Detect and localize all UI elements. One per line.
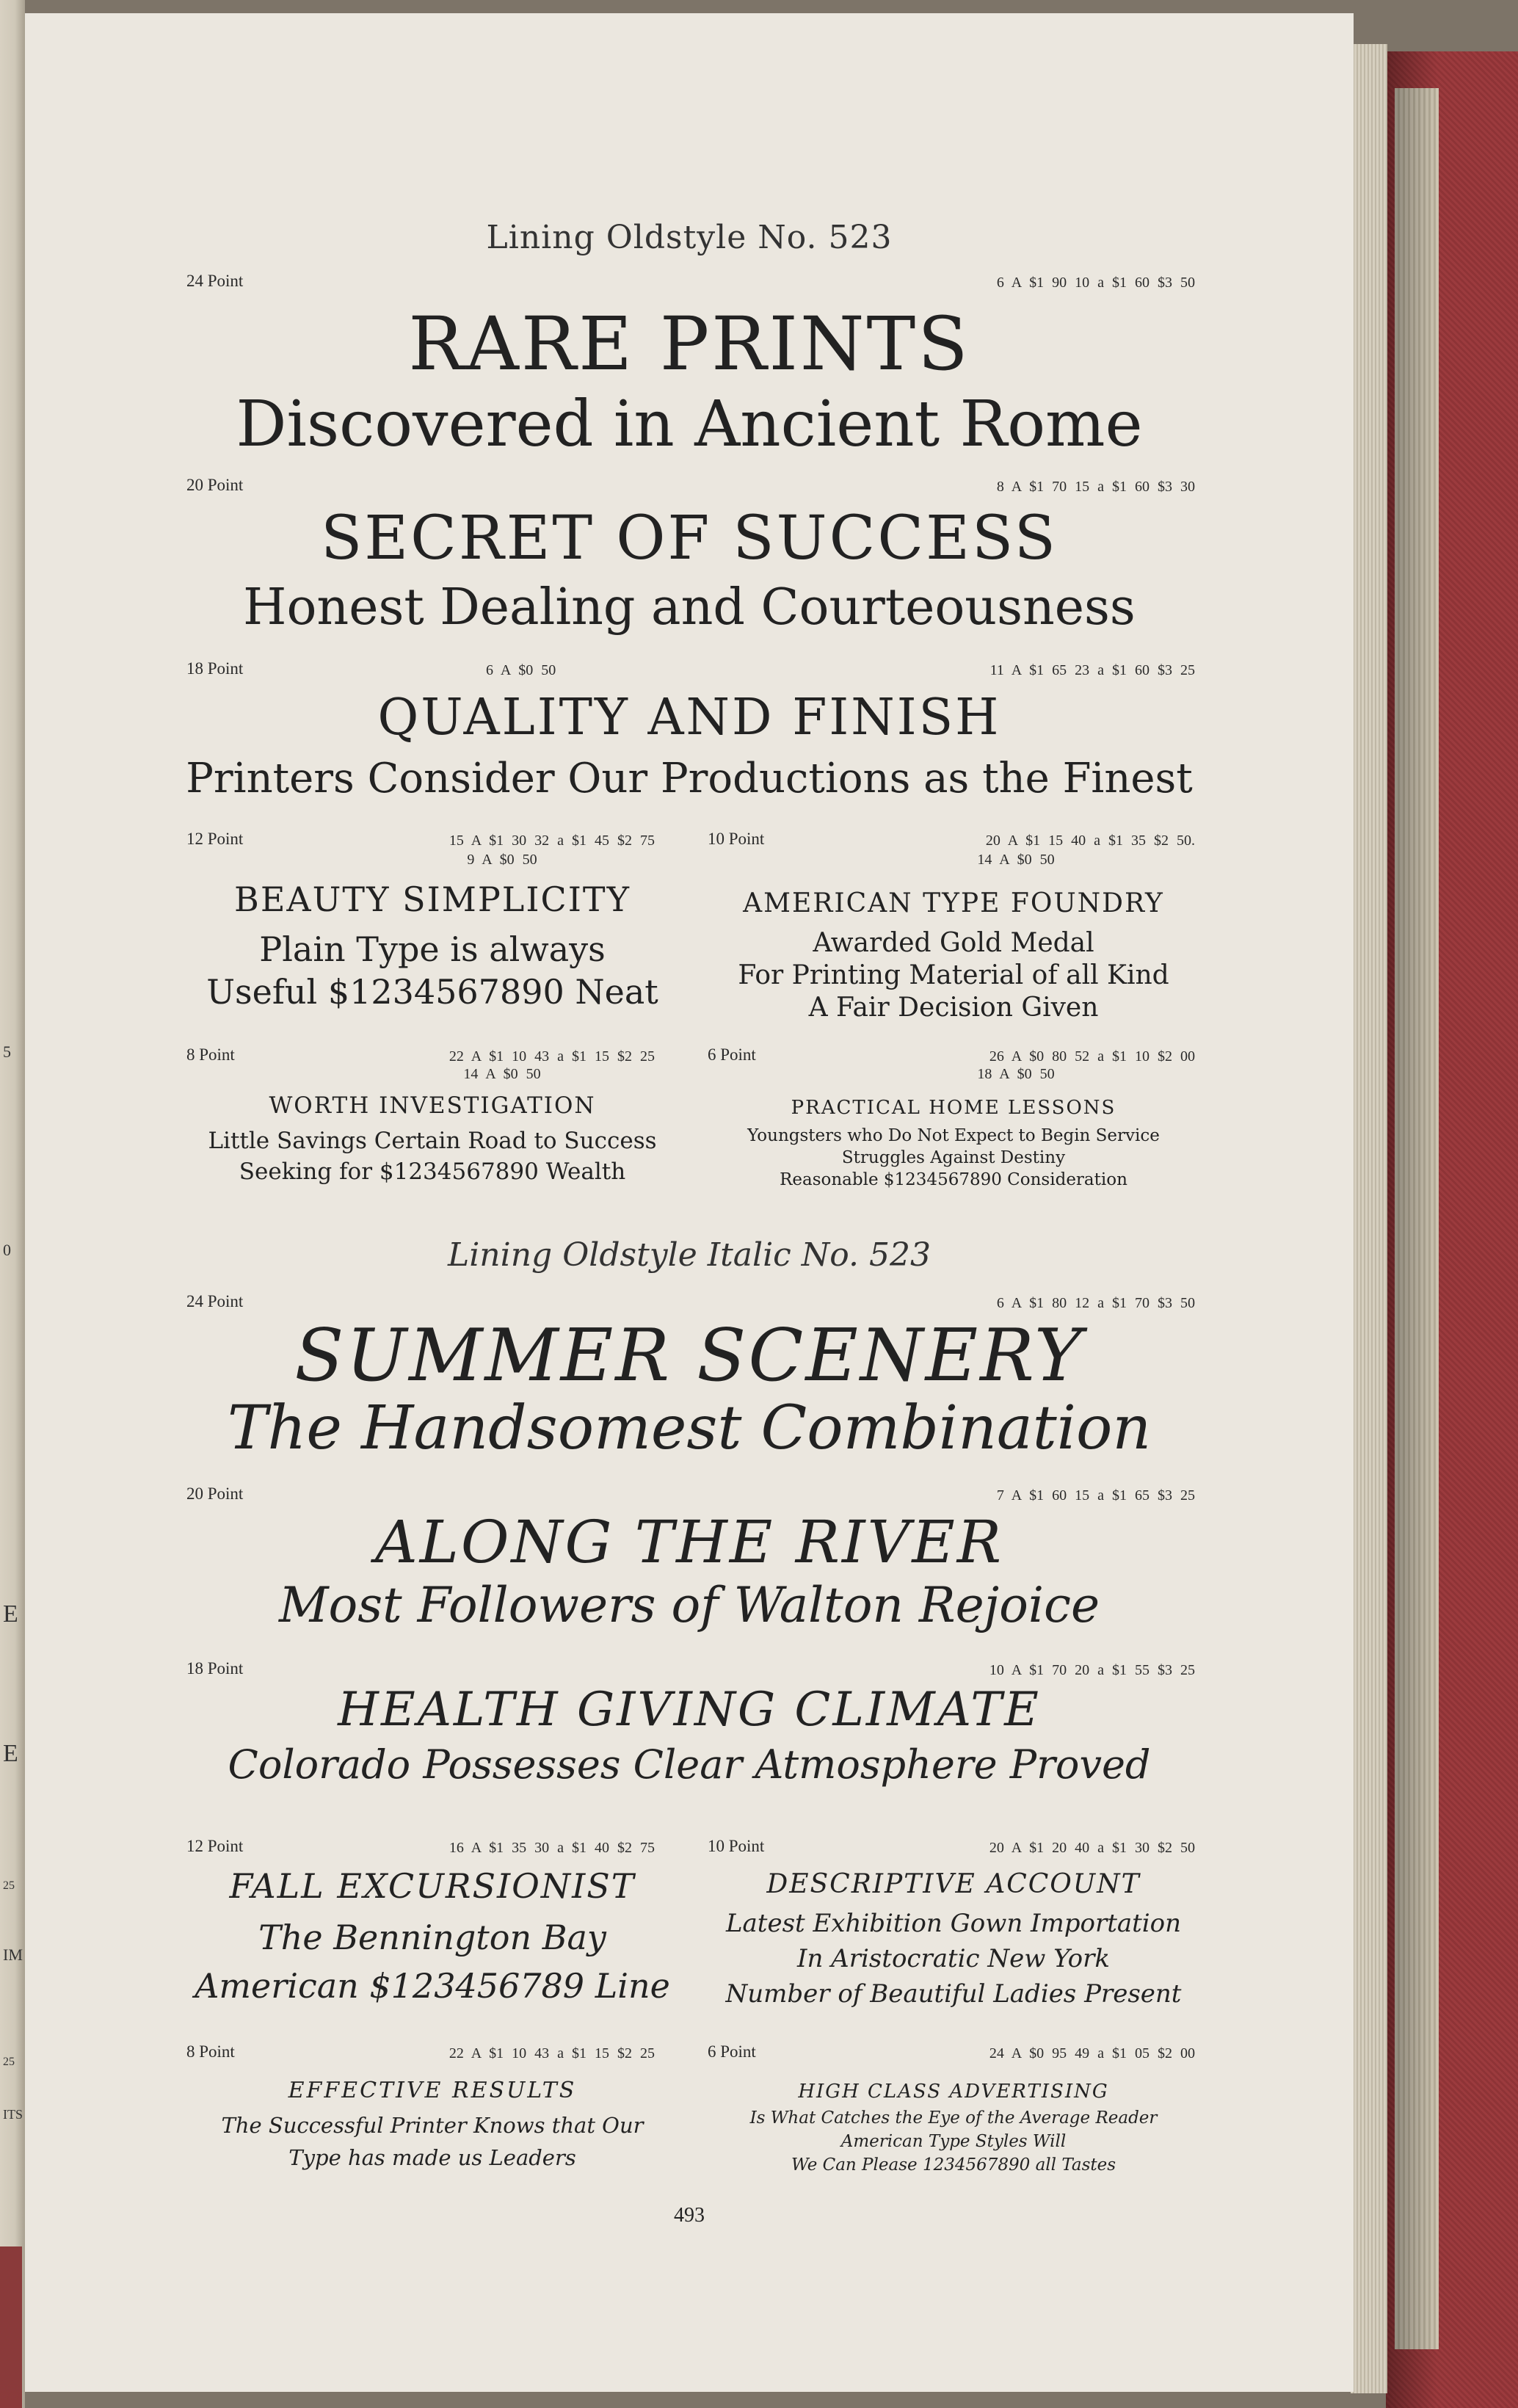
specimen-line: The Successful Printer Knows that Our [221,2113,644,2138]
point-size-label: 12 Point [186,1837,244,1855]
specimen-line: RARE PRINTS [408,301,970,387]
edge-mark: 5 [3,1042,11,1061]
specimen-line: Youngsters who Do Not Expect to Begin Service [747,1126,1160,1145]
specimen-line: Little Savings Certain Road to Success [208,1128,657,1154]
price-label: 6 A $1 90 10 a $1 60 $3 50 [996,275,1195,291]
specimen-line: American Type Styles Will [840,2132,1067,2151]
point-size-label: 18 Point [186,659,244,678]
specimen-line: American $123456789 Line [195,1966,670,2006]
edge-mark: ITS [3,2107,23,2122]
price-label: 22 A $1 10 43 a $1 15 $2 25 [448,2045,655,2061]
specimen-line: FALL EXCURSIONIST [229,1866,636,1906]
specimen-line: WORTH INVESTIGATION [269,1092,596,1119]
price-label: 14 A $0 50 [463,1066,541,1082]
point-size-label: 6 Point [708,1045,756,1064]
price-label: 10 A $1 70 20 a $1 55 $3 25 [989,1662,1195,1678]
specimen-line: Reasonable $1234567890 Consideration [780,1170,1127,1189]
specimen-line: DESCRIPTIVE ACCOUNT [766,1869,1141,1899]
specimen-line: Printers Consider Our Productions as the Finest [186,755,1193,802]
point-size-label: 8 Point [186,2042,235,2061]
price-label: 16 A $1 35 30 a $1 40 $2 75 [448,1840,655,1856]
specimen-line: Seeking for $1234567890 Wealth [239,1158,626,1185]
price-label: 6 A $0 50 [486,662,556,678]
specimen-line: A Fair Decision Given [808,993,1099,1023]
price-label: 7 A $1 60 15 a $1 65 $3 25 [996,1487,1195,1504]
point-size-label: 20 Point [186,476,244,494]
specimen-line: EFFECTIVE RESULTS [288,2078,577,2103]
specimen-line: Number of Beautiful Ladies Present [725,1979,1182,2009]
specimen-line: HIGH CLASS ADVERTISING [798,2081,1109,2103]
specimen-line: AMERICAN TYPE FOUNDRY [743,888,1164,918]
specimen-line: PRACTICAL HOME LESSONS [791,1097,1116,1119]
edge-mark: 25 [3,1879,15,1892]
price-label: 20 A $1 20 40 a $1 30 $2 50 [989,1840,1195,1856]
price-label: 18 A $0 50 [977,1066,1055,1082]
edge-mark: 0 [3,1241,11,1259]
point-size-label: 12 Point [186,830,244,848]
specimen-line: Plain Type is always [259,929,606,969]
point-size-label: 20 Point [186,1484,244,1503]
specimen-line: Is What Catches the Eye of the Average Reader [749,2108,1158,2128]
page-stack-edge [1351,44,1387,2393]
price-label: 15 A $1 30 32 a $1 45 $2 75 [448,833,655,849]
section-heading-italic: Lining Oldstyle Italic No. 523 [448,1236,931,1274]
edge-mark: 25 [3,2056,15,2068]
specimen-line: Useful $1234567890 Neat [206,972,658,1012]
point-size-label: 8 Point [186,1045,235,1064]
point-size-label: 10 Point [708,1837,765,1855]
specimen-line: ALONG THE RIVER [374,1508,1003,1576]
specimen-line: We Can Please 1234567890 all Tastes [791,2155,1116,2175]
page-number: 493 [674,2204,705,2227]
point-size-label: 24 Point [186,1292,244,1310]
price-label: 9 A $0 50 [467,852,537,868]
specimen-line: The Handsomest Combination [227,1393,1152,1463]
left-page-edge-marks [0,0,25,2408]
specimen-line: Type has made us Leaders [288,2145,576,2170]
price-label: 22 A $1 10 43 a $1 15 $2 25 [448,1048,655,1065]
specimen-line: Awarded Gold Medal [813,928,1094,958]
cover-shadow [1386,51,1437,2408]
price-label: 26 A $0 80 52 a $1 10 $2 00 [989,1048,1195,1065]
specimen-line: Latest Exhibition Gown Importation [725,1909,1182,1938]
price-label: 24 A $0 95 49 a $1 05 $2 00 [989,2045,1195,2061]
edge-mark: IM [3,1945,23,1964]
specimen-line: Most Followers of Walton Rejoice [278,1577,1100,1633]
point-size-label: 10 Point [708,830,765,848]
specimen-line: The Bennington Bay [258,1918,606,1957]
price-label: 20 A $1 15 40 a $1 35 $2 50. [985,833,1195,849]
specimen-line: SECRET OF SUCCESS [321,504,1058,573]
specimen-page [25,13,1354,2392]
price-label: 6 A $1 80 12 a $1 70 $3 50 [996,1295,1195,1311]
specimen-line: Honest Dealing and Courteousness [243,579,1136,637]
price-label: 14 A $0 50 [977,852,1055,868]
specimen-line: In Aristocratic New York [797,1944,1110,1973]
specimen-line: HEALTH GIVING CLIMATE [338,1683,1041,1737]
edge-mark: E [3,1740,18,1767]
specimen-line: Colorado Possesses Clear Atmosphere Proved [228,1741,1151,1788]
point-size-label: 24 Point [186,272,244,290]
specimen-line: SUMMER SCENERY [294,1314,1084,1398]
specimen-line: Discovered in Ancient Rome [236,388,1143,461]
point-size-label: 6 Point [708,2042,756,2061]
price-label: 11 A $1 65 23 a $1 60 $3 25 [989,662,1195,678]
edge-mark: E [3,1600,18,1628]
specimen-line: For Printing Material of all Kind [738,960,1169,990]
specimen-line: BEAUTY SIMPLICITY [234,880,631,919]
section-heading-oldstyle: Lining Oldstyle No. 523 [486,219,893,256]
point-size-label: 18 Point [186,1659,244,1678]
price-label: 8 A $1 70 15 a $1 60 $3 30 [996,479,1195,495]
specimen-line: Struggles Against Destiny [841,1148,1066,1167]
specimen-line: QUALITY AND FINISH [377,689,1001,747]
